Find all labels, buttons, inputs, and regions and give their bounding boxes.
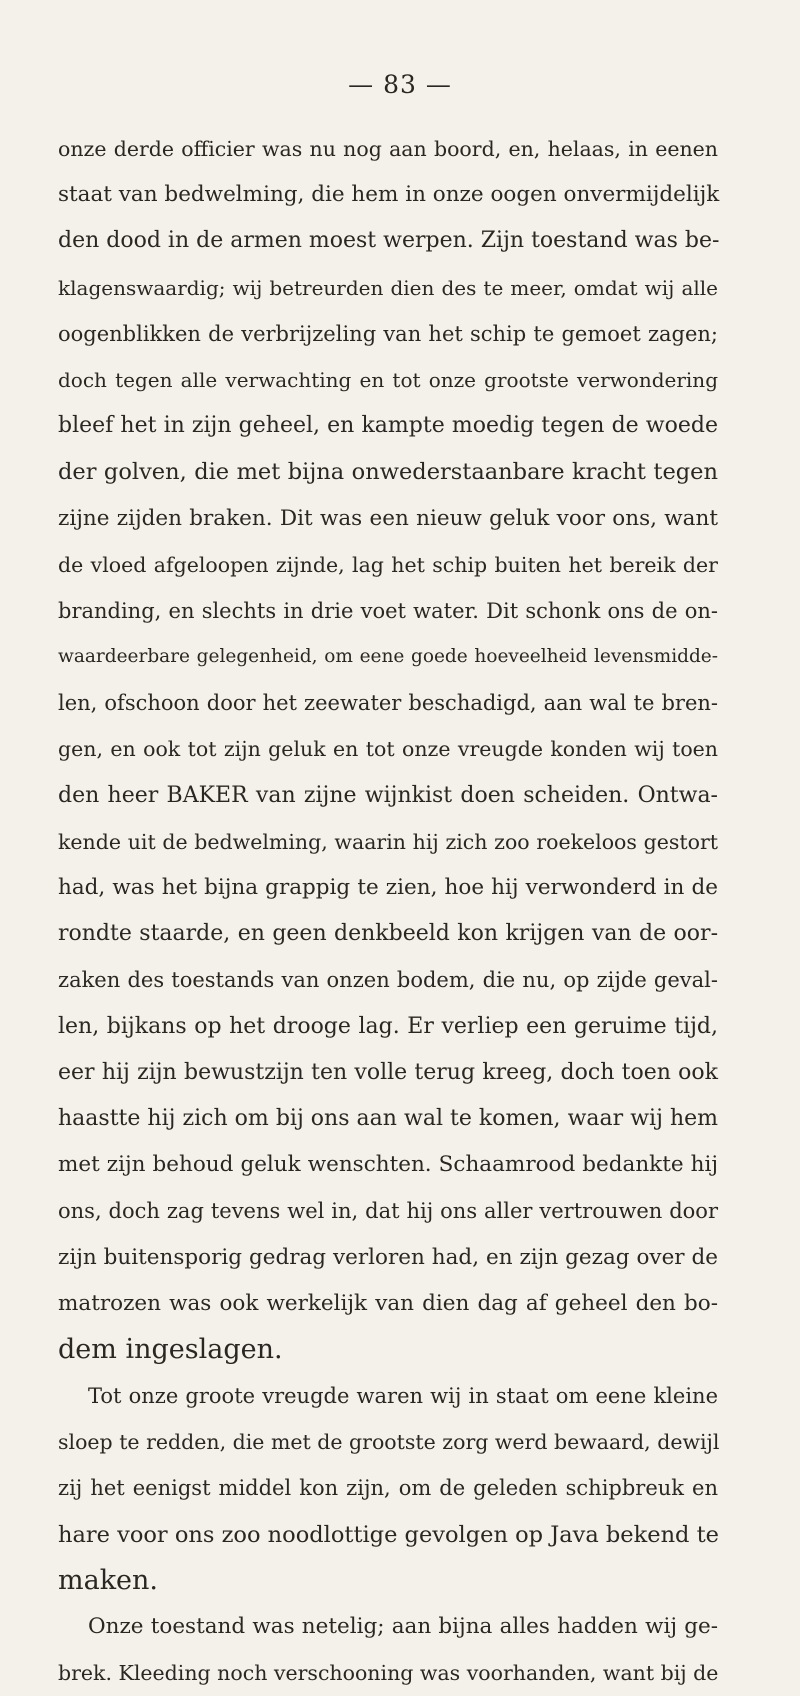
text-line: staat van bedwelming, die hem in onze oogen onvermijdelijk (58, 182, 720, 208)
text-line: maken. (58, 1564, 159, 1596)
text-line: brek. Kleeding noch verschooning was voorhanden, want bij de (58, 1661, 719, 1686)
text-line: doch tegen alle verwachting en tot onze grootste verwondering (58, 367, 718, 392)
text-line: branding, en slechts in drie voet water. Dit schonk ons de on- (58, 598, 718, 623)
page-number: — 83 — (348, 70, 452, 99)
text-line: zaken des toestands van onzen bodem, die nu, op zijde geval- (58, 968, 718, 993)
text-line: sloep te redden, die met de grootste zorg werd bewaard, dewijl (58, 1430, 720, 1455)
text-line: den heer BAKER van zijne wijnkist doen scheiden. Ontwa- (58, 782, 718, 808)
text-line: rondte staarde, en geen denkbeeld kon krijgen van de oor- (58, 921, 718, 947)
text-line: kende uit de bedwelming, waarin hij zich zoo roekeloos gestort (58, 829, 718, 854)
text-line: zijn buitensporig gedrag verloren had, en zijn gezag over de (58, 1244, 718, 1270)
text-line: zijne zijden braken. Dit was een nieuw geluk voor ons, want (58, 505, 718, 531)
text-line: matrozen was ook werkelijk van dien dag af geheel den bo- (58, 1290, 718, 1316)
text-line: klagenswaardig; wij betreurden dien des te meer, omdat wij alle (58, 275, 718, 300)
text-line: haastte hij zich om bij ons aan wal te komen, waar wij hem (58, 1105, 718, 1131)
text-line: met zijn behoud geluk wenschten. Schaamrood bedankte hij (58, 1152, 718, 1178)
text-line: Onze toestand was netelig; aan bijna alles hadden wij ge- (88, 1614, 718, 1639)
text-line: len, bijkans op het drooge lag. Er verliep een geruime tijd, (58, 1013, 718, 1039)
text-line: len, ofschoon door het zeewater beschadigd, aan wal te bren- (58, 691, 718, 716)
text-line: Tot onze groote vreugde waren wij in staat om eene kleine (88, 1384, 718, 1409)
text-line: den dood in de armen moest werpen. Zijn toestand was be- (58, 228, 720, 254)
text-line: oogenblikken de verbrijzeling van het schip te gemoet zagen; (58, 321, 718, 346)
text-line: had, was het bijna grappig te zien, hoe hij verwonderd in de (58, 875, 718, 900)
text-line: hare voor ons zoo noodlottige gevolgen op Java bekend te (58, 1521, 719, 1548)
text-line: de vloed afgeloopen zijnde, lag het schip buiten het bereik der (58, 552, 718, 577)
text-line: eer hij zijn bewustzijn ten volle terug kreeg, doch toen ook (58, 1059, 718, 1085)
text-line: zij het eenigst middel kon zijn, om de geleden schipbreuk en (58, 1476, 718, 1501)
text-line: bleef het in zijn geheel, en kampte moedig tegen de woede (58, 413, 718, 439)
text-line: onze derde officier was nu nog aan boord, en, helaas, in eenen (58, 137, 718, 161)
text-line: waardeerbare gelegenheid, om eene goede hoeveelheid levensmidde- (58, 646, 718, 668)
text-line: dem ingeslagen. (58, 1333, 283, 1365)
body-text (58, 126, 718, 1696)
text-line: ons, doch zag tevens wel in, dat hij ons aller vertrouwen door (58, 1199, 718, 1224)
text-line: der golven, die met bijna onwederstaanbare kracht tegen (58, 459, 718, 486)
text-line: gen, en ook tot zijn geluk en tot onze vreugde konden wij toen (58, 737, 718, 762)
